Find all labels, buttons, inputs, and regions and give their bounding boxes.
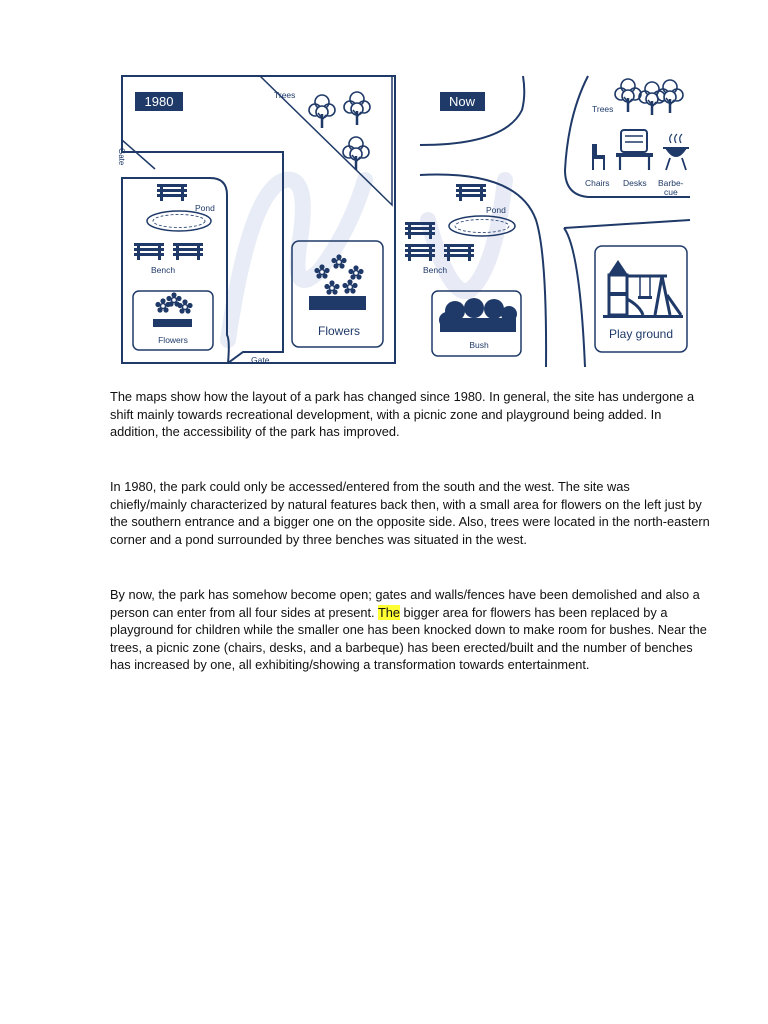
barbecue-label [658, 178, 686, 197]
flower-icon [342, 279, 357, 293]
playground-icon [603, 260, 683, 318]
tree-icon [657, 80, 683, 113]
bench-icon [405, 244, 435, 261]
highlighted-word: The [377, 604, 400, 620]
barbecue-label-line2: cue [664, 187, 678, 197]
planter-icon [309, 296, 366, 310]
map-now [405, 76, 690, 367]
park-maps-figure [110, 70, 710, 375]
paragraph-now [110, 586, 710, 674]
flower-icon [324, 280, 339, 294]
bush-label: Bush [469, 340, 489, 350]
chairs-icon [592, 144, 605, 170]
paragraph-overview: The maps show how the layout of a park has changed since 1980. In general, the site has undergone a shift mainly towards recreational development, with a picnic zone and playground being added. In addition, the accessibility of the park has improved. [110, 389, 695, 440]
bench-label-now: Bench [423, 265, 448, 275]
park-maps-svg [110, 70, 710, 375]
pond-label-1980: Pond [195, 203, 215, 213]
playground-label: Play ground [608, 327, 674, 341]
tree-icon [639, 82, 665, 115]
bush-icon [439, 298, 517, 332]
barbecue-label-line1: Barbe- [658, 178, 684, 188]
bench-icon [405, 222, 435, 239]
pond-icon [147, 211, 211, 231]
road-right-bottom [564, 228, 585, 367]
tree-icon [343, 137, 369, 170]
flower-icon [177, 299, 192, 313]
bench-label-1980: Bench [151, 265, 176, 275]
year-label-1980: 1980 [144, 94, 174, 109]
flowers-big-label: Flowers [317, 324, 361, 338]
paragraph-now-part1: By now, the park has somehow become open; gates and walls/fences have been demolished and also a person can enter from all four sides at present. [110, 587, 700, 620]
bench-icon [444, 244, 474, 261]
gate-south-label: Gate [251, 355, 270, 365]
tree-icon [615, 79, 641, 112]
barbecue-icon [663, 134, 689, 170]
gate-west-label: Gate [117, 148, 126, 166]
desks-icon [616, 130, 653, 170]
desks-label: Desks [623, 178, 647, 188]
tree-icon [309, 95, 335, 128]
year-label-now: Now [448, 94, 476, 109]
trees-label-1980: Trees [274, 90, 296, 100]
trees-label-now: Trees [592, 104, 614, 114]
planter-icon [153, 319, 192, 327]
pond-inner-icon [153, 215, 205, 228]
bench-icon [157, 184, 187, 201]
road-right-bottom-top [564, 220, 690, 228]
tree-icon [344, 92, 370, 125]
flowers-small-label: Flowers [158, 335, 188, 345]
chairs-label: Chairs [585, 178, 610, 188]
bench-icon [173, 243, 203, 260]
paragraph-1980: In 1980, the park could only be accessed/entered from the south and the west. The site was chiefly/mainly characterized by natural features back then, with a small area for flowers on the left just by the southern entrance and a bigger one on the opposite side. Also, trees were located in the north-eastern corner and a pond surrounded by three benches was situated in the west. [110, 479, 710, 547]
flower-icon [348, 265, 363, 279]
pond-label-now: Pond [486, 205, 506, 215]
paragraph-now-part2: bigger area for flowers has been replaced by a playground for children while the smaller one has been knocked down to make room for bushes. Near the trees, a picnic zone (chairs, desks, and a barbeque) has been erected/built and the number of benches has increased by one, all exhibiting/showing a transformation towards entertainment. [110, 604, 707, 673]
bench-icon [134, 243, 164, 260]
bench-icon [456, 184, 486, 201]
